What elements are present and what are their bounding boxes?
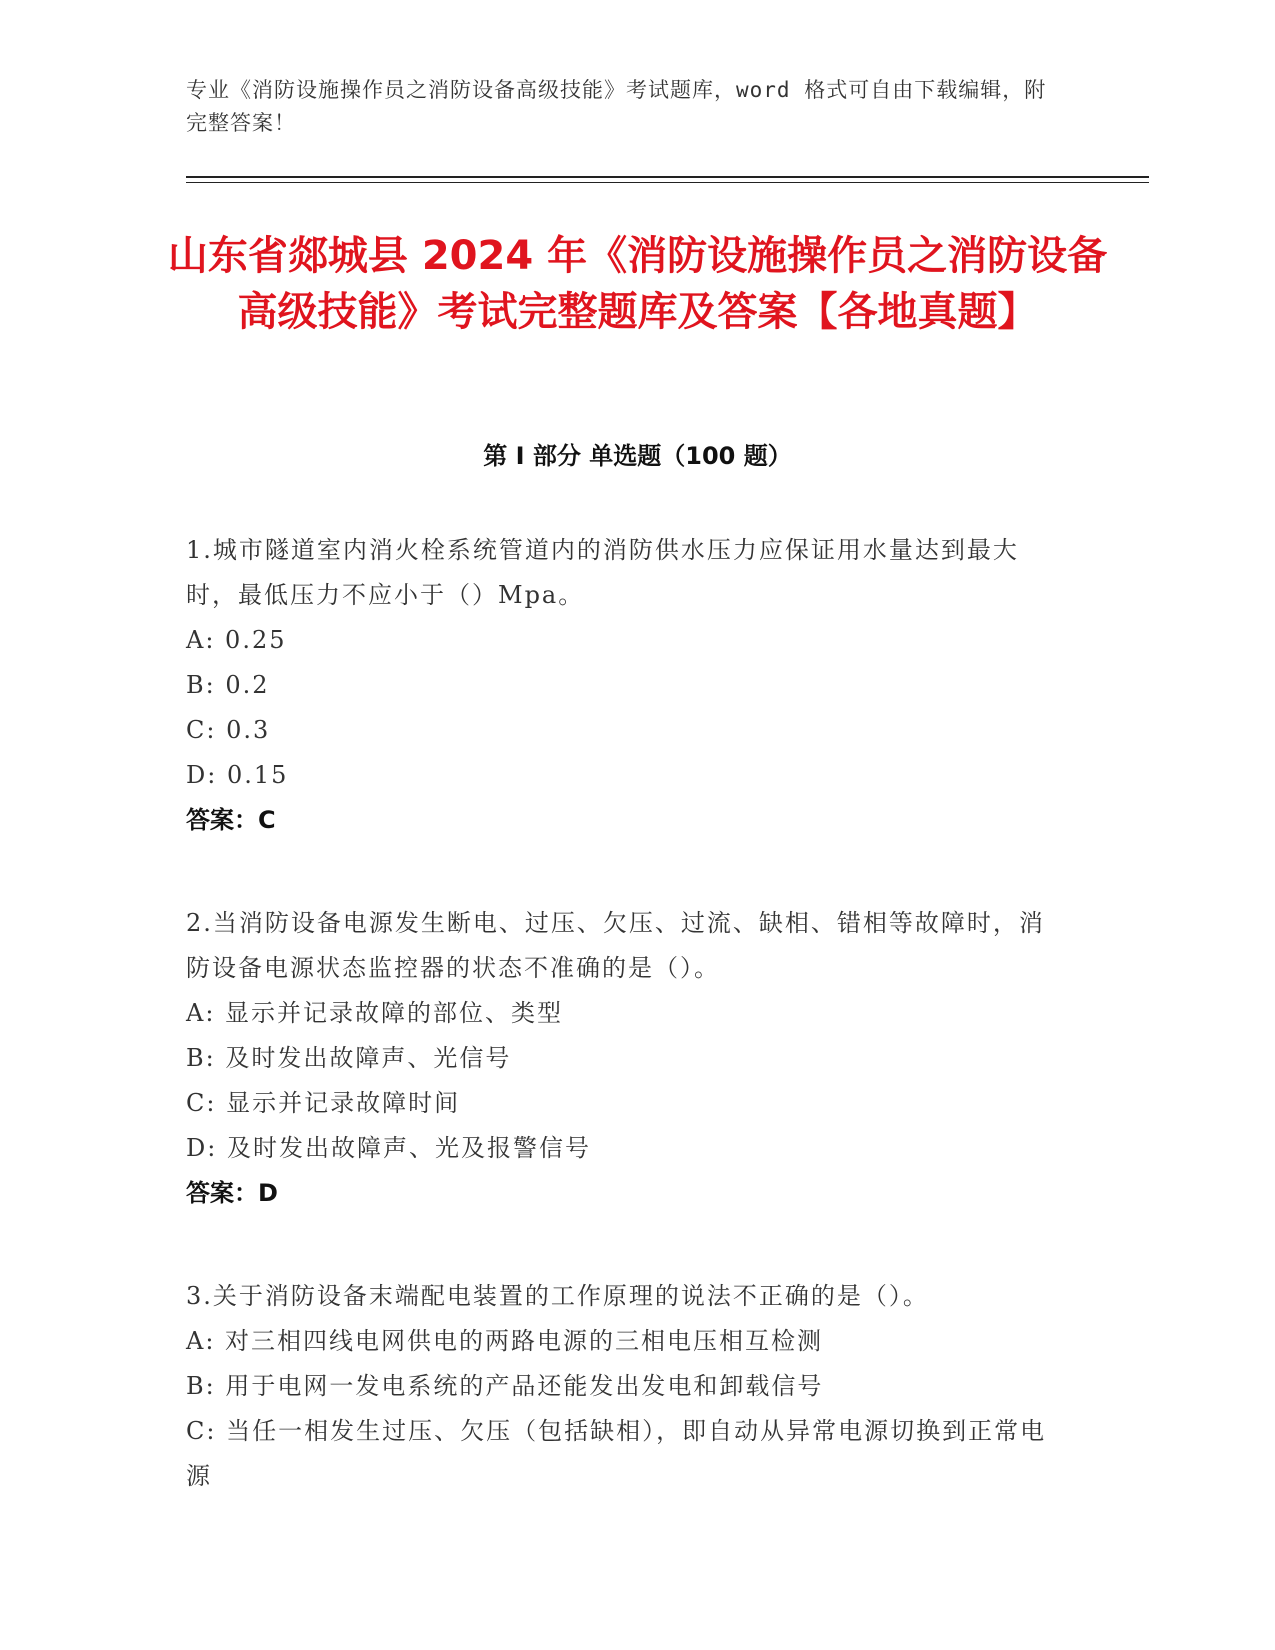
question-stem: 3.关于消防设备末端配电装置的工作原理的说法不正确的是（）。 bbox=[186, 1282, 929, 1310]
option-d: D: 及时发出故障声、光及报警信号 bbox=[186, 1134, 591, 1162]
section-title: 第 I 部分 单选题（100 题） bbox=[483, 442, 792, 470]
question-1 bbox=[186, 528, 1066, 843]
option-c: C: 显示并记录故障时间 bbox=[186, 1089, 461, 1117]
option-a: A: 对三相四线电网供电的两路电源的三相电压相互检测 bbox=[186, 1327, 824, 1355]
option-b: B: 0.2 bbox=[186, 671, 270, 699]
option-d: D: 0.15 bbox=[186, 761, 289, 789]
answer: 答案：D bbox=[186, 1179, 278, 1207]
question-stem: 1.城市隧道室内消火栓系统管道内的消防供水压力应保证用水量达到最大时，最低压力不应小于（）Mpa。 bbox=[186, 536, 1019, 609]
header-note: 专业《消防设施操作员之消防设备高级技能》考试题库，word 格式可自由下载编辑，附完整答案！ bbox=[186, 78, 1047, 135]
question-stem: 2.当消防设备电源发生断电、过压、欠压、过流、缺相、错相等故障时，消防设备电源状态监控器的状态不准确的是（）。 bbox=[186, 909, 1045, 982]
option-a: A: 显示并记录故障的部位、类型 bbox=[186, 999, 564, 1027]
option-b: B: 及时发出故障声、光信号 bbox=[186, 1044, 512, 1072]
option-c: C: 当任一相发生过压、欠压（包括缺相），即自动从异常电源切换到正常电源 bbox=[186, 1417, 1047, 1490]
answer: 答案：C bbox=[186, 806, 276, 834]
header-rule-thick bbox=[186, 176, 1149, 178]
option-a: A: 0.25 bbox=[186, 626, 287, 654]
question-3 bbox=[186, 1274, 1066, 1499]
question-list bbox=[186, 528, 1066, 1557]
option-c: C: 0.3 bbox=[186, 716, 271, 744]
option-b: B: 用于电网一发电系统的产品还能发出发电和卸载信号 bbox=[186, 1372, 824, 1400]
document-title: 山东省郯城县 2024 年《消防设施操作员之消防设备高级技能》考试完整题库及答案【各地真题】 bbox=[167, 233, 1108, 335]
question-2 bbox=[186, 901, 1066, 1216]
header-rule-thin bbox=[186, 182, 1149, 183]
